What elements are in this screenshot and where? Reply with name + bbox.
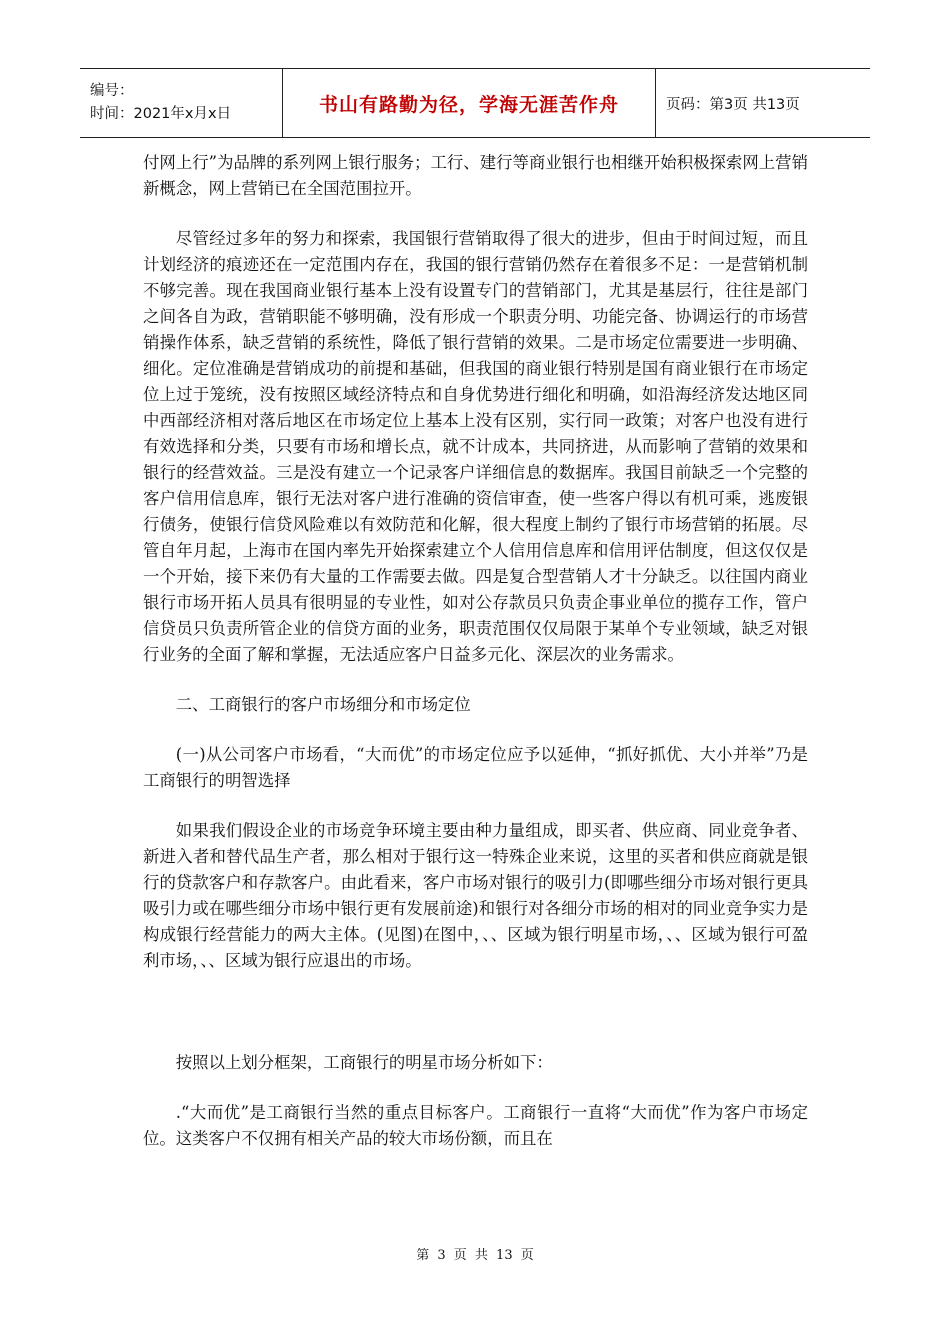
paragraph-shortcomings: 尽管经过多年的努力和探索，我国银行营销取得了很大的进步，但由于时间过短，而且计划经济的痕迹还在一定范围内存在，我国的银行营销仍然存在着很多不足：一是营销机制不够完善。现在我国商业银行基本上没有设置专门的营销部门，尤其是基层行，往往是部门之间各自为政，营销职能不够明确，没有形成一个职责分明、功能完备、协调运行的市场营销操作体系，缺乏营销的系统性，降低了银行营销的效果。二是市场定位需要进一步明确、细化。定位准确是营销成功的前提和基础，但我国的商业银行特别是国有商业银行在市场定位上过于笼统，没有按照区域经济特点和自身优势进行细化和明确，如沿海经济发达地区同中西部经济相对落后地区在市场定位上基本上没有区别，实行同一政策；对客户也没有进行有效选择和分类，只要有市场和增长点，就不计成本，共同挤进，从而影响了营销的效果和银行的经营效益。三是没有建立一个记录客户详细信息的数据库。我国目前缺乏一个完整的客户信用信息库，银行无法对客户进行准确的资信审查，使一些客户得以有机可乘，逃废银行债务，使银行信贷风险难以有效防范和化解，很大程度上制约了银行市场营销的拓展。尽管自年月起，上海市在国内率先开始探索建立个人信用信息库和信用评估制度，但这仅仅是一个开始，接下来仍有大量的工作需要去做。四是复合型营销人才十分缺乏。以往国内商业银行市场开拓人员具有很明显的专业性，如对公存款员只负责企事业单位的揽存工作，管户信贷员只负责所管企业的信贷方面的业务，职责范围仅仅局限于某单个专业领域，缺乏对银行业务的全面了解和掌握，无法适应客户日益多元化、深层次的业务需求。 <box>143 229 808 664</box>
header-motto-cell <box>283 69 656 137</box>
paragraph-framework: 按照以上划分框架，工商银行的明星市场分析如下： <box>175 1053 553 1072</box>
paragraph-market-forces: 如果我们假设企业的市场竞争环境主要由种力量组成，即买者、供应商、同业竞争者、新进入者和替代品生产者，那么相对于银行这一特殊企业来说，这里的买者和供应商就是银行的贷款客户和存款客户。由此看来，客户市场对银行的吸引力(即哪些细分市场对银行更具吸引力或在哪些细分市场中银行更有发展前途)和银行对各细分市场的相对的同业竞争实力是构成银行经营能力的两大主体。(见图)在图中，、、区域为银行明星市场，、、区域为银行可盈利市场，、、区域为银行应退出的市场。 <box>143 821 808 970</box>
header-page-info: 页码：第3页 共13页 <box>666 96 800 113</box>
subsection-heading: (一)从公司客户市场看，“大而优”的市场定位应予以延伸，“抓好抓优、大小并举”乃是工商银行的明智选择 <box>143 745 808 790</box>
header-motto: 书山有路勤为径，学海无涯苦作舟 <box>318 93 619 116</box>
document-code: 编号： <box>90 83 134 99</box>
document-date: 时间：2021年x月x日 <box>90 106 232 122</box>
page-header <box>80 68 870 138</box>
header-page-info-cell <box>656 69 870 137</box>
section-heading: 二、工商银行的客户市场细分和市场定位 <box>175 695 471 714</box>
paragraph-star-market: .“大而优”是工商银行当然的重点目标客户。工商银行一直将“大而优”作为客户市场定位。这类客户不仅拥有相关产品的较大市场份额，而且在 <box>143 1103 808 1148</box>
page-footer: 第 3 页 共 13 页 <box>416 1248 534 1263</box>
header-meta <box>80 69 283 137</box>
document-body <box>143 150 808 1176</box>
paragraph-continuation: 付网上行”为品牌的系列网上银行服务；工行、建行等商业银行也相继开始积极探索网上营销新概念，网上营销已在全国范围拉开。 <box>143 153 808 198</box>
